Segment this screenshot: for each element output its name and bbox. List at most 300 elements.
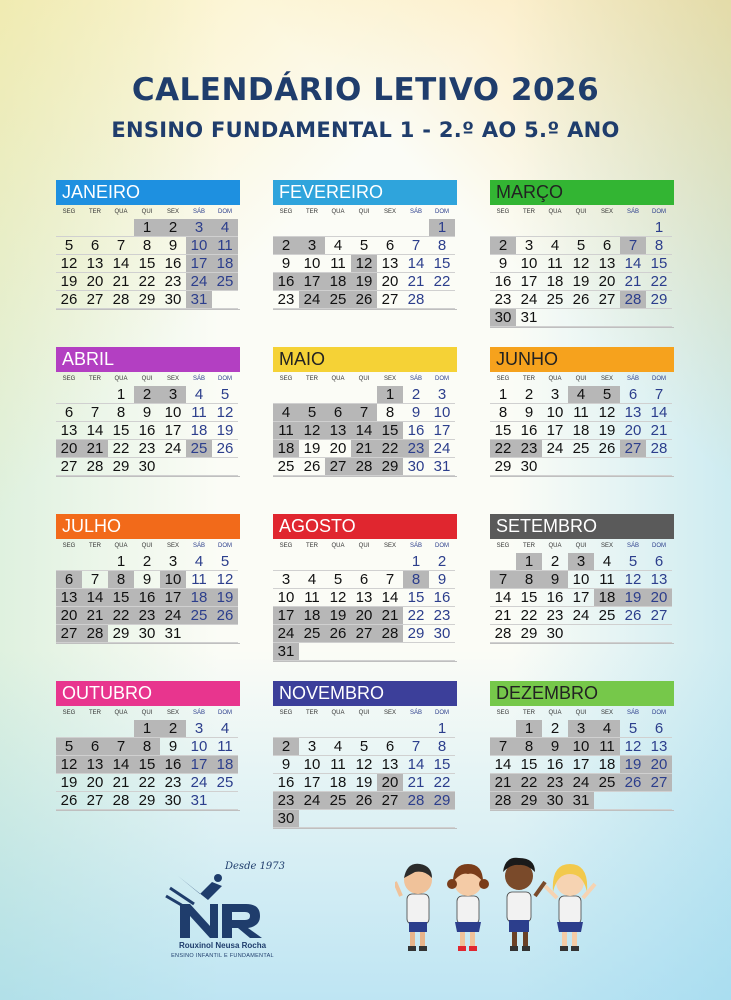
weekday-label: SEG bbox=[279, 209, 293, 215]
day-cell: 18 bbox=[299, 607, 325, 625]
day-cell: 20 bbox=[82, 774, 108, 792]
day-cell: 22 bbox=[134, 774, 160, 792]
day-cell: 7 bbox=[403, 237, 429, 255]
empty-cell bbox=[56, 720, 82, 738]
weekday-label: TER bbox=[89, 543, 101, 549]
weekday-header bbox=[490, 372, 674, 386]
empty-cell bbox=[299, 553, 325, 571]
day-cell: 22 bbox=[516, 774, 542, 792]
day-cell: 5 bbox=[620, 553, 646, 571]
day-cell: 3 bbox=[299, 237, 325, 255]
day-cell: 27 bbox=[82, 291, 108, 309]
weekday-label: SÁB bbox=[626, 710, 639, 716]
day-cell: 30 bbox=[542, 625, 568, 643]
day-cell: 21 bbox=[108, 273, 134, 291]
day-cell: 4 bbox=[186, 553, 212, 571]
day-cell: 21 bbox=[490, 607, 516, 625]
empty-cell bbox=[212, 792, 238, 810]
month-3 bbox=[56, 347, 240, 477]
weekday-label: QUI bbox=[141, 376, 153, 382]
empty-cell bbox=[594, 625, 620, 643]
weekday-label: SÁB bbox=[626, 543, 639, 549]
day-cell: 19 bbox=[212, 589, 238, 607]
day-cell: 23 bbox=[134, 440, 160, 458]
day-cell: 24 bbox=[542, 440, 568, 458]
day-cell: 3 bbox=[160, 553, 186, 571]
day-cell: 8 bbox=[490, 404, 516, 422]
day-cell: 23 bbox=[516, 440, 542, 458]
day-cell: 3 bbox=[429, 386, 455, 404]
day-cell: 14 bbox=[82, 589, 108, 607]
day-cell: 19 bbox=[212, 422, 238, 440]
empty-cell bbox=[568, 458, 594, 476]
weekday-label: QUI bbox=[141, 543, 153, 549]
empty-cell bbox=[568, 309, 594, 327]
day-cell: 1 bbox=[108, 386, 134, 404]
day-grid bbox=[56, 720, 240, 811]
empty-cell bbox=[646, 792, 672, 810]
day-cell: 20 bbox=[325, 440, 351, 458]
logo-since: Desde 1973 bbox=[225, 861, 286, 872]
day-cell: 26 bbox=[56, 792, 82, 810]
weekday-label: SEX bbox=[166, 209, 179, 215]
day-cell: 8 bbox=[516, 738, 542, 756]
day-cell: 26 bbox=[325, 625, 351, 643]
weekday-label: DOM bbox=[652, 543, 666, 549]
day-cell: 14 bbox=[377, 589, 403, 607]
day-cell: 6 bbox=[620, 386, 646, 404]
day-cell: 8 bbox=[516, 571, 542, 589]
month-4 bbox=[273, 347, 457, 477]
day-grid bbox=[56, 553, 240, 644]
day-cell: 21 bbox=[82, 607, 108, 625]
day-cell: 25 bbox=[273, 458, 299, 476]
weekday-label: DOM bbox=[218, 710, 232, 716]
empty-cell bbox=[82, 553, 108, 571]
empty-cell bbox=[273, 720, 299, 738]
day-cell: 5 bbox=[299, 404, 325, 422]
weekday-label: TER bbox=[306, 376, 318, 382]
day-cell: 9 bbox=[273, 756, 299, 774]
day-cell: 4 bbox=[299, 571, 325, 589]
day-cell: 13 bbox=[82, 255, 108, 273]
day-cell: 23 bbox=[273, 291, 299, 309]
weekday-label: SEX bbox=[600, 209, 613, 215]
day-cell: 1 bbox=[516, 720, 542, 738]
day-cell: 30 bbox=[490, 309, 516, 327]
day-cell: 10 bbox=[186, 237, 212, 255]
weekday-label: DOM bbox=[435, 376, 449, 382]
day-cell: 14 bbox=[351, 422, 377, 440]
day-grid bbox=[56, 219, 240, 310]
day-cell: 11 bbox=[273, 422, 299, 440]
day-cell: 28 bbox=[620, 291, 646, 309]
weekday-label: QUA bbox=[114, 376, 128, 382]
weekday-label: SEX bbox=[166, 710, 179, 716]
day-cell: 8 bbox=[134, 237, 160, 255]
day-cell: 15 bbox=[134, 756, 160, 774]
day-cell: 27 bbox=[56, 458, 82, 476]
day-cell: 5 bbox=[568, 237, 594, 255]
day-cell: 17 bbox=[568, 589, 594, 607]
empty-cell bbox=[351, 810, 377, 828]
day-cell: 7 bbox=[82, 404, 108, 422]
day-cell: 27 bbox=[377, 291, 403, 309]
day-cell: 5 bbox=[351, 738, 377, 756]
day-cell: 31 bbox=[186, 291, 212, 309]
day-cell: 27 bbox=[325, 458, 351, 476]
day-cell: 8 bbox=[377, 404, 403, 422]
day-cell: 22 bbox=[490, 440, 516, 458]
day-cell: 6 bbox=[377, 738, 403, 756]
month-title: DEZEMBRO bbox=[490, 681, 674, 706]
day-cell: 9 bbox=[490, 255, 516, 273]
day-cell: 25 bbox=[594, 607, 620, 625]
day-cell: 13 bbox=[351, 589, 377, 607]
day-cell: 24 bbox=[299, 792, 325, 810]
day-cell: 3 bbox=[568, 553, 594, 571]
empty-cell bbox=[299, 810, 325, 828]
day-cell: 30 bbox=[160, 291, 186, 309]
day-cell: 15 bbox=[516, 589, 542, 607]
day-cell: 29 bbox=[108, 625, 134, 643]
day-cell: 2 bbox=[134, 386, 160, 404]
empty-cell bbox=[403, 219, 429, 237]
weekday-label: SÁB bbox=[626, 376, 639, 382]
day-cell: 5 bbox=[351, 237, 377, 255]
day-cell: 28 bbox=[108, 291, 134, 309]
empty-cell bbox=[594, 309, 620, 327]
empty-cell bbox=[212, 291, 238, 309]
day-cell: 22 bbox=[646, 273, 672, 291]
day-cell: 11 bbox=[325, 756, 351, 774]
day-cell: 2 bbox=[160, 219, 186, 237]
weekday-label: SEX bbox=[166, 376, 179, 382]
month-6 bbox=[56, 514, 240, 644]
day-cell: 10 bbox=[542, 404, 568, 422]
day-grid bbox=[273, 553, 457, 662]
day-cell: 22 bbox=[108, 440, 134, 458]
day-cell: 4 bbox=[594, 720, 620, 738]
weekday-label: TER bbox=[306, 543, 318, 549]
day-cell: 12 bbox=[56, 756, 82, 774]
empty-cell bbox=[186, 458, 212, 476]
day-cell: 12 bbox=[620, 738, 646, 756]
weekday-label: TER bbox=[523, 209, 535, 215]
day-cell: 8 bbox=[429, 738, 455, 756]
weekday-label: SEX bbox=[166, 543, 179, 549]
day-cell: 11 bbox=[568, 404, 594, 422]
day-cell: 6 bbox=[351, 571, 377, 589]
weekday-label: TER bbox=[523, 543, 535, 549]
day-cell: 2 bbox=[160, 720, 186, 738]
day-cell: 27 bbox=[594, 291, 620, 309]
day-cell: 28 bbox=[403, 792, 429, 810]
empty-cell bbox=[56, 553, 82, 571]
month-7 bbox=[273, 514, 457, 662]
day-cell: 6 bbox=[377, 237, 403, 255]
day-cell: 26 bbox=[299, 458, 325, 476]
day-cell: 13 bbox=[377, 255, 403, 273]
day-cell: 22 bbox=[429, 273, 455, 291]
day-cell: 23 bbox=[403, 440, 429, 458]
day-cell: 1 bbox=[377, 386, 403, 404]
day-cell: 25 bbox=[542, 291, 568, 309]
empty-cell bbox=[351, 219, 377, 237]
month-title: AGOSTO bbox=[273, 514, 457, 539]
day-cell: 19 bbox=[56, 774, 82, 792]
day-cell: 15 bbox=[490, 422, 516, 440]
empty-cell bbox=[273, 553, 299, 571]
weekday-label: DOM bbox=[435, 710, 449, 716]
day-cell: 11 bbox=[299, 589, 325, 607]
day-cell: 23 bbox=[134, 607, 160, 625]
empty-cell bbox=[325, 720, 351, 738]
day-cell: 9 bbox=[160, 237, 186, 255]
day-cell: 30 bbox=[273, 810, 299, 828]
weekday-label: SÁB bbox=[192, 710, 205, 716]
day-cell: 18 bbox=[186, 589, 212, 607]
day-cell: 2 bbox=[542, 720, 568, 738]
day-cell: 6 bbox=[646, 720, 672, 738]
day-cell: 26 bbox=[351, 291, 377, 309]
empty-cell bbox=[594, 792, 620, 810]
day-cell: 12 bbox=[594, 404, 620, 422]
weekday-label: QUA bbox=[548, 543, 562, 549]
empty-cell bbox=[82, 720, 108, 738]
day-cell: 15 bbox=[429, 756, 455, 774]
weekday-label: SEX bbox=[383, 543, 396, 549]
day-cell: 26 bbox=[594, 440, 620, 458]
day-cell: 18 bbox=[594, 589, 620, 607]
day-cell: 25 bbox=[568, 440, 594, 458]
weekday-label: QUA bbox=[114, 209, 128, 215]
day-cell: 3 bbox=[299, 738, 325, 756]
empty-cell bbox=[351, 386, 377, 404]
day-cell: 10 bbox=[299, 756, 325, 774]
day-cell: 16 bbox=[542, 589, 568, 607]
empty-cell bbox=[403, 810, 429, 828]
weekday-label: DOM bbox=[218, 543, 232, 549]
day-cell: 5 bbox=[56, 237, 82, 255]
day-cell: 15 bbox=[134, 255, 160, 273]
day-cell: 11 bbox=[594, 571, 620, 589]
day-cell: 7 bbox=[82, 571, 108, 589]
day-cell: 13 bbox=[325, 422, 351, 440]
day-cell: 2 bbox=[403, 386, 429, 404]
weekday-label: QUA bbox=[331, 209, 345, 215]
day-cell: 11 bbox=[325, 255, 351, 273]
day-cell: 12 bbox=[212, 404, 238, 422]
day-cell: 22 bbox=[377, 440, 403, 458]
day-cell: 22 bbox=[134, 273, 160, 291]
day-cell: 29 bbox=[377, 458, 403, 476]
day-cell: 23 bbox=[490, 291, 516, 309]
day-cell: 12 bbox=[212, 571, 238, 589]
empty-cell bbox=[646, 625, 672, 643]
weekday-label: DOM bbox=[218, 376, 232, 382]
day-cell: 3 bbox=[568, 720, 594, 738]
weekday-label: SEG bbox=[496, 376, 510, 382]
day-cell: 7 bbox=[490, 738, 516, 756]
empty-cell bbox=[351, 720, 377, 738]
day-cell: 8 bbox=[429, 237, 455, 255]
weekday-label: SEG bbox=[62, 543, 76, 549]
empty-cell bbox=[620, 792, 646, 810]
day-grid bbox=[490, 553, 674, 644]
day-cell: 16 bbox=[542, 756, 568, 774]
day-cell: 6 bbox=[82, 738, 108, 756]
day-cell: 15 bbox=[108, 422, 134, 440]
day-cell: 7 bbox=[490, 571, 516, 589]
weekday-header bbox=[56, 205, 240, 219]
weekday-label: SÁB bbox=[192, 209, 205, 215]
day-cell: 17 bbox=[542, 422, 568, 440]
day-cell: 21 bbox=[490, 774, 516, 792]
empty-cell bbox=[490, 219, 516, 237]
day-cell: 19 bbox=[620, 756, 646, 774]
day-cell: 30 bbox=[403, 458, 429, 476]
day-cell: 30 bbox=[134, 625, 160, 643]
day-cell: 19 bbox=[568, 273, 594, 291]
empty-cell bbox=[299, 643, 325, 661]
day-cell: 14 bbox=[490, 756, 516, 774]
day-cell: 16 bbox=[516, 422, 542, 440]
month-title: JULHO bbox=[56, 514, 240, 539]
day-cell: 12 bbox=[568, 255, 594, 273]
day-cell: 17 bbox=[568, 756, 594, 774]
day-cell: 5 bbox=[620, 720, 646, 738]
day-cell: 18 bbox=[325, 774, 351, 792]
day-cell: 23 bbox=[429, 607, 455, 625]
day-cell: 11 bbox=[212, 237, 238, 255]
day-cell: 19 bbox=[351, 273, 377, 291]
day-cell: 16 bbox=[160, 255, 186, 273]
day-cell: 9 bbox=[542, 738, 568, 756]
day-cell: 21 bbox=[646, 422, 672, 440]
day-cell: 20 bbox=[620, 422, 646, 440]
day-cell: 26 bbox=[568, 291, 594, 309]
day-cell: 7 bbox=[108, 738, 134, 756]
empty-cell bbox=[620, 625, 646, 643]
day-cell: 1 bbox=[134, 219, 160, 237]
day-cell: 6 bbox=[594, 237, 620, 255]
empty-cell bbox=[620, 309, 646, 327]
empty-cell bbox=[212, 458, 238, 476]
day-cell: 19 bbox=[56, 273, 82, 291]
day-cell: 31 bbox=[273, 643, 299, 661]
empty-cell bbox=[56, 219, 82, 237]
day-cell: 4 bbox=[212, 720, 238, 738]
weekday-label: QUI bbox=[575, 543, 587, 549]
day-cell: 16 bbox=[134, 422, 160, 440]
day-cell: 10 bbox=[568, 738, 594, 756]
day-cell: 9 bbox=[429, 571, 455, 589]
empty-cell bbox=[646, 458, 672, 476]
day-cell: 8 bbox=[646, 237, 672, 255]
weekday-label: SÁB bbox=[192, 543, 205, 549]
day-cell: 4 bbox=[568, 386, 594, 404]
day-cell: 14 bbox=[108, 255, 134, 273]
day-cell: 16 bbox=[273, 273, 299, 291]
day-cell: 14 bbox=[403, 255, 429, 273]
empty-cell bbox=[429, 291, 455, 309]
day-cell: 30 bbox=[160, 792, 186, 810]
day-cell: 4 bbox=[325, 738, 351, 756]
day-cell: 29 bbox=[108, 458, 134, 476]
weekday-header bbox=[490, 539, 674, 553]
month-title: ABRIL bbox=[56, 347, 240, 372]
day-cell: 9 bbox=[516, 404, 542, 422]
empty-cell bbox=[108, 720, 134, 738]
day-cell: 23 bbox=[160, 774, 186, 792]
day-cell: 24 bbox=[273, 625, 299, 643]
day-cell: 7 bbox=[108, 237, 134, 255]
day-cell: 23 bbox=[160, 273, 186, 291]
day-cell: 21 bbox=[620, 273, 646, 291]
empty-cell bbox=[377, 219, 403, 237]
day-cell: 13 bbox=[646, 738, 672, 756]
day-cell: 11 bbox=[542, 255, 568, 273]
day-cell: 29 bbox=[516, 792, 542, 810]
day-cell: 31 bbox=[186, 792, 212, 810]
empty-cell bbox=[490, 720, 516, 738]
day-cell: 29 bbox=[134, 291, 160, 309]
weekday-label: SÁB bbox=[409, 543, 422, 549]
day-cell: 10 bbox=[160, 404, 186, 422]
day-cell: 5 bbox=[212, 553, 238, 571]
weekday-label: QUA bbox=[114, 710, 128, 716]
weekday-label: SEX bbox=[600, 710, 613, 716]
day-cell: 9 bbox=[160, 738, 186, 756]
day-cell: 28 bbox=[351, 458, 377, 476]
day-cell: 10 bbox=[273, 589, 299, 607]
day-cell: 24 bbox=[186, 273, 212, 291]
day-cell: 17 bbox=[299, 774, 325, 792]
day-cell: 2 bbox=[516, 386, 542, 404]
day-cell: 30 bbox=[429, 625, 455, 643]
day-cell: 19 bbox=[620, 589, 646, 607]
day-cell: 1 bbox=[134, 720, 160, 738]
day-cell: 8 bbox=[108, 571, 134, 589]
day-cell: 27 bbox=[646, 607, 672, 625]
day-cell: 18 bbox=[212, 756, 238, 774]
day-cell: 7 bbox=[646, 386, 672, 404]
day-cell: 1 bbox=[403, 553, 429, 571]
weekday-header bbox=[490, 205, 674, 219]
day-cell: 25 bbox=[594, 774, 620, 792]
day-cell: 13 bbox=[620, 404, 646, 422]
empty-cell bbox=[299, 219, 325, 237]
empty-cell bbox=[82, 386, 108, 404]
weekday-label: TER bbox=[89, 209, 101, 215]
empty-cell bbox=[56, 386, 82, 404]
day-cell: 5 bbox=[56, 738, 82, 756]
day-cell: 1 bbox=[429, 219, 455, 237]
empty-cell bbox=[429, 643, 455, 661]
day-cell: 15 bbox=[516, 756, 542, 774]
logo-tagline: ENSINO INFANTIL E FUNDAMENTAL bbox=[171, 953, 274, 959]
weekday-label: DOM bbox=[435, 543, 449, 549]
day-cell: 29 bbox=[429, 792, 455, 810]
weekday-label: QUA bbox=[548, 376, 562, 382]
day-cell: 17 bbox=[186, 756, 212, 774]
month-title: JUNHO bbox=[490, 347, 674, 372]
day-cell: 18 bbox=[273, 440, 299, 458]
day-cell: 1 bbox=[490, 386, 516, 404]
weekday-label: SEG bbox=[496, 543, 510, 549]
empty-cell bbox=[325, 386, 351, 404]
